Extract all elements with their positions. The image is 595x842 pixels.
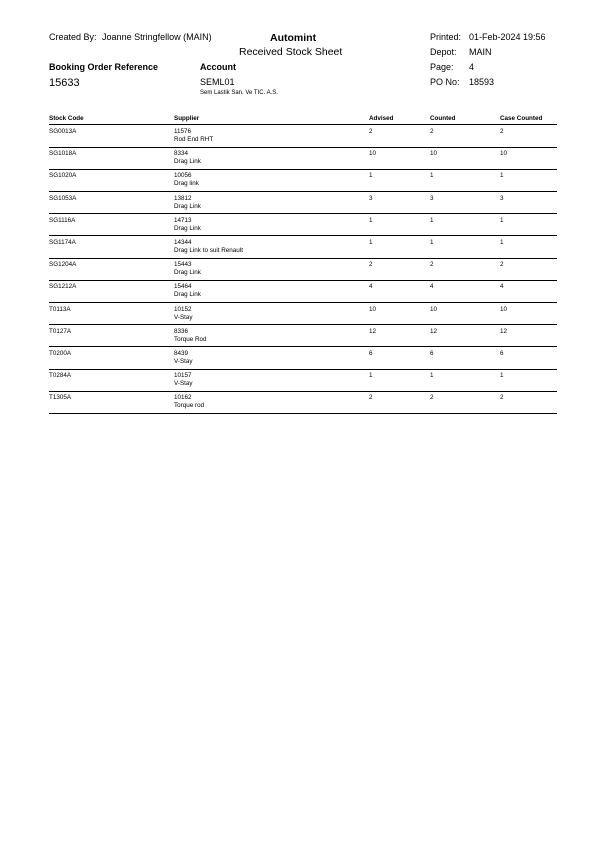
supplier-description-cell: V-Stay (174, 358, 193, 365)
supplier-description-cell: V-Stay (174, 313, 193, 321)
counted-cell: 12 (430, 327, 438, 335)
table-row (0, 391, 595, 413)
counted-cell: 1 (430, 239, 434, 246)
stock-code-cell: T1305A (49, 394, 72, 402)
supplier-description-cell: Drag Link (174, 158, 201, 166)
stock-code-cell: SG1020A (49, 172, 77, 180)
advised-cell: 10 (369, 150, 377, 158)
printed-value: 01-Feb-2024 19:56 (469, 32, 546, 42)
table-row (0, 280, 595, 302)
counted-cell: 1 (430, 372, 434, 380)
supplier-description-cell: Torque rod (174, 402, 205, 410)
account-label: Account (200, 62, 236, 72)
supplier-code-cell: 14344 (174, 239, 192, 246)
advised-cell: 3 (369, 194, 373, 202)
advised-cell: 4 (369, 283, 373, 291)
table-row (0, 169, 595, 191)
case-counted-cell: 1 (500, 172, 504, 180)
counted-cell: 10 (430, 305, 438, 313)
case-counted-cell: 10 (500, 305, 508, 313)
po-value: 18593 (469, 77, 495, 87)
supplier-description-cell: Drag Link (174, 224, 201, 232)
supplier-code-cell: 14713 (174, 216, 192, 224)
stock-code-cell: SG1116A (49, 216, 76, 224)
advised-cell: 1 (369, 216, 373, 224)
supplier-code-cell: 10152 (174, 305, 192, 313)
table-row (0, 192, 595, 214)
counted-cell: 3 (430, 194, 434, 202)
supplier-code-cell: 8334 (174, 150, 189, 158)
supplier-code-cell: 8439 (174, 350, 189, 357)
supplier-code-cell: 10056 (174, 172, 192, 180)
counted-cell: 2 (430, 261, 434, 269)
supplier-code-cell: 15443 (174, 261, 192, 269)
stock-code-cell: SG1053A (49, 194, 77, 202)
supplier-description-cell: Drag Link (174, 202, 201, 210)
stock-code-cell: SG1174A (49, 239, 76, 246)
column-header-stock-code: Stock Code (49, 115, 84, 122)
counted-cell: 4 (430, 283, 434, 291)
supplier-code-cell: 8336 (174, 327, 189, 335)
stock-code-cell: SG1212A (49, 283, 77, 291)
table-row (0, 125, 595, 147)
supplier-description-cell: V-Stay (174, 380, 193, 388)
table-row (0, 236, 595, 258)
case-counted-cell: 3 (500, 194, 504, 202)
supplier-description-cell: Drag Link (174, 269, 201, 277)
printed-label: Printed: (430, 32, 462, 42)
page-value: 4 (469, 62, 475, 72)
supplier-description-cell: Drag Link (174, 291, 201, 299)
account-value: SEML01 (200, 77, 235, 87)
created-by-value: Joanne Stringfellow (MAIN) (102, 32, 212, 42)
counted-cell: 1 (430, 172, 434, 180)
row-divider (49, 413, 557, 414)
depot-value: MAIN (469, 47, 492, 57)
stock-code-cell: T0127A (49, 327, 72, 335)
page-label: Page: (430, 62, 454, 72)
case-counted-cell: 6 (500, 350, 504, 357)
company-name: Automint (270, 32, 317, 44)
table-row (0, 258, 595, 280)
booking-value: 15633 (49, 77, 80, 89)
counted-cell: 10 (430, 150, 438, 158)
case-counted-cell: 2 (500, 394, 504, 402)
stock-code-cell: SG1018A (49, 150, 77, 158)
supplier-description-cell: Drag link (174, 180, 199, 188)
po-label: PO No: (430, 77, 460, 87)
stock-code-cell: SG0013A (49, 128, 77, 135)
advised-cell: 2 (369, 261, 373, 269)
column-header-advised: Advised (369, 115, 394, 122)
advised-cell: 10 (369, 305, 377, 313)
supplier-code-cell: 10162 (174, 394, 192, 402)
advised-cell: 1 (369, 239, 373, 246)
counted-cell: 6 (430, 350, 434, 357)
depot-label: Depot: (430, 47, 457, 57)
stock-code-cell: T0200A (49, 350, 72, 357)
case-counted-cell: 4 (500, 283, 504, 291)
column-header-counted: Counted (430, 115, 456, 122)
supplier-code-cell: 11576 (174, 128, 192, 135)
supplier-description-cell: Torque Rod (174, 335, 207, 343)
supplier-code-cell: 15464 (174, 283, 192, 291)
stock-code-cell: SG1204A (49, 261, 77, 269)
advised-cell: 12 (369, 327, 377, 335)
sheet-title: Received Stock Sheet (239, 46, 343, 58)
created-by-label: Created By: (49, 32, 97, 42)
table-row (0, 347, 595, 369)
case-counted-cell: 2 (500, 128, 504, 135)
table-row (0, 325, 595, 347)
advised-cell: 1 (369, 372, 373, 380)
column-header-case-counted: Case Counted (500, 115, 543, 122)
supplier-description-cell: Rod End RHT (174, 136, 214, 143)
account-name: Sem Lastik San. Ve TIC. A.S. (200, 90, 278, 96)
case-counted-cell: 12 (500, 327, 508, 335)
counted-cell: 2 (430, 394, 434, 402)
case-counted-cell: 10 (500, 150, 508, 158)
advised-cell: 6 (369, 350, 373, 357)
stock-code-cell: T0284A (49, 372, 72, 380)
advised-cell: 1 (369, 172, 373, 180)
table-row (0, 214, 595, 236)
supplier-code-cell: 10157 (174, 372, 192, 380)
column-header-supplier: Supplier (174, 115, 200, 122)
table-row (0, 147, 595, 169)
counted-cell: 1 (430, 216, 434, 224)
supplier-description-cell: Drag Link to suit Renault (174, 247, 243, 254)
counted-cell: 2 (430, 128, 434, 135)
case-counted-cell: 2 (500, 261, 504, 269)
advised-cell: 2 (369, 394, 373, 402)
case-counted-cell: 1 (500, 372, 504, 380)
table-row (0, 303, 595, 325)
case-counted-cell: 1 (500, 239, 504, 246)
booking-label: Booking Order Reference (49, 62, 159, 72)
created-by (49, 32, 212, 42)
advised-cell: 2 (369, 128, 373, 135)
case-counted-cell: 1 (500, 216, 504, 224)
stock-code-cell: T0113A (49, 305, 71, 313)
supplier-code-cell: 13812 (174, 194, 192, 202)
table-row (0, 369, 595, 391)
